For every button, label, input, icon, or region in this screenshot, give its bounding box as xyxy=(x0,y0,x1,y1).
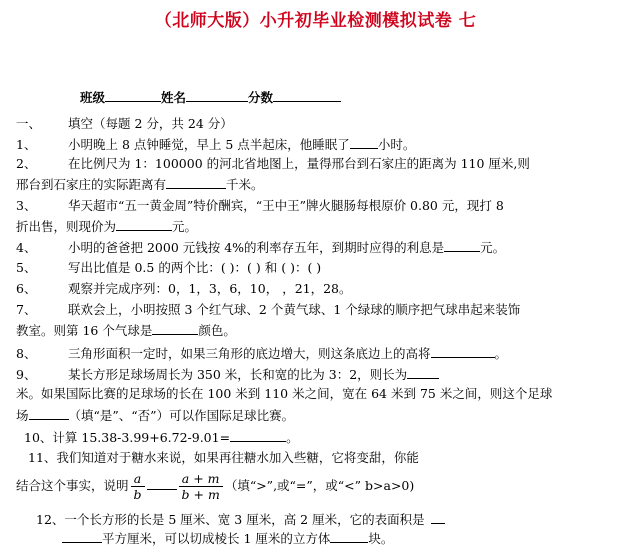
question-text: 邢台到石家庄的实际距离有 xyxy=(16,177,167,192)
fraction-denominator: b + m xyxy=(181,487,220,502)
name-blank[interactable] xyxy=(186,89,248,102)
answer-blank[interactable] xyxy=(444,239,480,252)
question-text: （填“>”,或“=”，或“<” b>a>0) xyxy=(224,478,415,493)
answer-blank[interactable] xyxy=(330,530,368,543)
score-blank[interactable] xyxy=(273,89,341,102)
question-number: 4、 xyxy=(16,240,37,255)
question-text: 11、我们知道对于糖水来说，如果再往糖水加入些糖，它将变甜，你能 xyxy=(28,450,419,465)
question-number: 6、 xyxy=(16,281,37,296)
question-2 xyxy=(16,156,530,172)
question-text: 颜色。 xyxy=(198,323,236,338)
question-text: 华天超市“五一黄金周”特价酬宾，“王中王”牌火腿肠每根原价 0.80 元，现打 8 xyxy=(68,198,504,213)
answer-blank[interactable] xyxy=(147,477,177,490)
question-10 xyxy=(24,429,299,446)
fraction-numerator: a xyxy=(131,471,145,487)
fraction-sum xyxy=(179,471,223,502)
question-text: 平方厘米，可以切成棱长 1 厘米的立方体 xyxy=(102,531,331,546)
answer-blank[interactable] xyxy=(166,176,226,189)
question-text: 结合这个事实，说明 xyxy=(16,478,129,493)
answer-blank[interactable] xyxy=(116,218,172,231)
question-number: 2、 xyxy=(16,156,37,171)
fraction-numerator: a + m xyxy=(179,471,223,487)
question-9-line2 xyxy=(16,386,552,402)
question-number: 8、 xyxy=(16,346,37,361)
section-text: 填空（每题 2 分，共 24 分） xyxy=(68,116,233,131)
question-text: 观察并完成序列：0，1，3，6，10， ，21，28。 xyxy=(68,281,352,296)
answer-blank[interactable] xyxy=(431,511,445,524)
question-6 xyxy=(16,281,352,297)
question-number: 9、 xyxy=(16,367,37,382)
question-text: 某长方形足球场周长为 350 米，长和宽的比为 3：2，则长为 xyxy=(68,367,408,382)
class-blank[interactable] xyxy=(105,89,161,102)
question-text: 联欢会上，小明按照 3 个红气球、2 个黄气球、1 个绿球的顺序把气球串起来装饰 xyxy=(68,302,521,317)
question-text: 小明的爸爸把 2000 元钱按 4%的利率存五年，到期时应得的利息是 xyxy=(68,240,445,255)
question-text: 小明晚上 8 点钟睡觉，早上 5 点半起床，他睡眠了 xyxy=(68,137,350,152)
question-11-line2 xyxy=(16,470,414,502)
header-info-row xyxy=(80,89,341,106)
question-number: 5、 xyxy=(16,260,37,275)
question-text: 千米。 xyxy=(226,177,264,192)
question-text: 写出比值是 0.5 的两个比：( )：( ) 和 ( )：( ) xyxy=(68,260,322,275)
question-2-line2 xyxy=(16,176,264,193)
question-4 xyxy=(16,239,505,256)
exam-title: （北师大版）小升初毕业检测模拟试卷 七 xyxy=(154,11,477,31)
question-text: 10、计算 15.38-3.99+6.72-9.01= xyxy=(24,430,231,445)
name-label: 姓名 xyxy=(161,90,187,105)
answer-blank[interactable] xyxy=(431,345,495,358)
fraction-a-over-b xyxy=(131,471,145,502)
question-number: 3、 xyxy=(16,198,37,213)
question-7 xyxy=(16,302,520,318)
question-text: （填“是”、“否”）可以作国际足球比赛。 xyxy=(68,408,295,423)
question-text: 在比例尺为 1：100000 的河北省地图上，量得邢台到石家庄的距离为 110 厘米,则 xyxy=(68,156,530,171)
section1-heading xyxy=(16,116,233,132)
question-text: 。 xyxy=(494,346,508,361)
question-12 xyxy=(36,511,445,528)
question-text: 三角形面积一定时，如果三角形的底边增大，则这条底边上的高将 xyxy=(68,346,431,361)
question-text: 元。 xyxy=(172,219,198,234)
class-label: 班级 xyxy=(80,90,106,105)
question-3 xyxy=(16,198,504,214)
question-number: 7、 xyxy=(16,302,37,317)
answer-blank[interactable] xyxy=(29,407,69,420)
answer-blank[interactable] xyxy=(152,322,198,335)
question-number: 1、 xyxy=(16,137,37,152)
answer-blank[interactable] xyxy=(407,366,439,379)
question-text: 块。 xyxy=(368,531,394,546)
fraction-denominator: b xyxy=(133,487,142,502)
question-9 xyxy=(16,366,439,383)
question-text: 米。如果国际比赛的足球场的长在 100 米到 110 米之间，宽在 64 米到 75 米之间，则这个足球 xyxy=(16,386,553,401)
answer-blank[interactable] xyxy=(350,136,378,149)
question-text: 。 xyxy=(286,430,299,445)
question-12-line2 xyxy=(62,530,393,547)
question-3-line2 xyxy=(16,218,197,235)
question-text: 元。 xyxy=(480,240,506,255)
question-11 xyxy=(28,450,419,466)
question-9-line3 xyxy=(16,407,294,424)
question-text: 场 xyxy=(16,408,29,423)
question-7-line2 xyxy=(16,322,236,339)
score-label: 分数 xyxy=(248,90,274,105)
question-5 xyxy=(16,260,321,276)
question-text: 12、一个长方形的长是 5 厘米、宽 3 厘米，高 2 厘米，它的表面积是 xyxy=(36,512,425,527)
question-text: 小时。 xyxy=(377,137,416,152)
answer-blank[interactable] xyxy=(62,530,102,543)
question-1 xyxy=(16,136,415,153)
section-number: 一、 xyxy=(16,116,42,131)
answer-blank[interactable] xyxy=(230,429,286,442)
question-8 xyxy=(16,345,507,362)
question-text: 折出售，则现价为 xyxy=(16,219,117,234)
question-text: 教室。则第 16 个气球是 xyxy=(16,323,153,338)
